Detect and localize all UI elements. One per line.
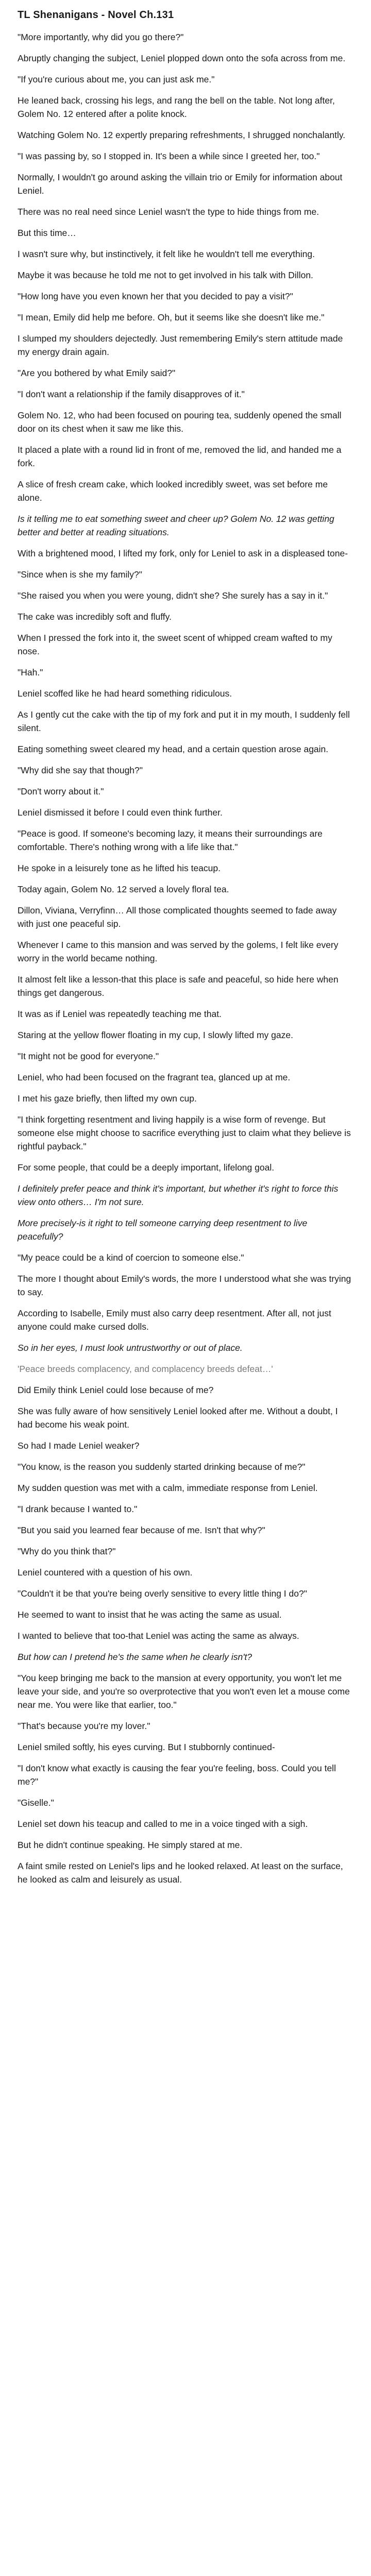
paragraph: "Why do you think that?"	[18, 1546, 116, 1556]
paragraph: "My peace could be a kind of coercion to someone else."	[18, 1252, 244, 1263]
chapter-title: TL Shenanigans - Novel Ch.131	[18, 9, 174, 21]
paragraph: "Peace is good. If someone's becoming lazy, it means their surroundings are comfortable. There's nothing wrong with a life like that."	[18, 828, 325, 852]
paragraph: Abruptly changing the subject, Leniel plopped down onto the sofa across from me.	[18, 53, 346, 63]
paragraph: "Giselle."	[18, 1798, 54, 1808]
paragraph: According to Isabelle, Emily must also carry deep resentment. After all, not just anyone could make cursed dolls.	[18, 1308, 334, 1332]
paragraph: The cake was incredibly soft and fluffy.	[18, 612, 172, 622]
paragraph: Staring at the yellow flower floating in my cup, I slowly lifted my gaze.	[18, 1030, 293, 1040]
paragraph: My sudden question was met with a calm, immediate response from Leniel.	[18, 1483, 318, 1493]
chapter-body	[18, 30, 353, 1886]
paragraph: "If you're curious about me, you can just ask me."	[18, 74, 215, 84]
paragraph: Leniel dismissed it before I could even think further.	[18, 807, 223, 818]
paragraph: He leaned back, crossing his legs, and rang the bell on the table. Not long after, Golem No. 12 entered after a polite knock.	[18, 95, 338, 119]
paragraph: Is it telling me to eat something sweet and cheer up? Golem No. 12 was getting better and better at reading situations.	[18, 514, 337, 537]
paragraph: As I gently cut the cake with the tip of my fork and put it in my mouth, I suddenly fell silent.	[18, 709, 352, 733]
paragraph: 'Peace breeds complacency, and complacency breeds defeat…'	[18, 1364, 273, 1374]
paragraph: She was fully aware of how sensitively Leniel looked after me. Without a doubt, I had become his weak point.	[18, 1406, 341, 1430]
paragraph: It was as if Leniel was repeatedly teaching me that.	[18, 1009, 222, 1019]
paragraph: There was no real need since Leniel wasn't the type to hide things from me.	[18, 207, 319, 217]
paragraph: "You know, is the reason you suddenly started drinking because of me?"	[18, 1462, 306, 1472]
paragraph: Eating something sweet cleared my head, and a certain question arose again.	[18, 744, 329, 754]
paragraph: "But you said you learned fear because of me. Isn't that why?"	[18, 1525, 265, 1535]
paragraph: It placed a plate with a round lid in front of me, removed the lid, and handed me a fork.	[18, 445, 344, 468]
paragraph: More precisely-is it right to tell someone carrying deep resentment to live peacefully?	[18, 1218, 310, 1242]
paragraph: "It might not be good for everyone."	[18, 1051, 159, 1061]
paragraph: "Couldn't it be that you're being overly sensitive to every little thing I do?"	[18, 1588, 307, 1599]
paragraph: Did Emily think Leniel could lose because of me?	[18, 1385, 214, 1395]
paragraph: A faint smile rested on Leniel's lips and he looked relaxed. At least on the surface, he looked as calm and leisurely as usual.	[18, 1861, 346, 1885]
paragraph: But how can I pretend he's the same when he clearly isn't?	[18, 1652, 252, 1662]
paragraph: With a brightened mood, I lifted my fork, only for Leniel to ask in a displeased tone-	[18, 548, 348, 558]
paragraph: I slumped my shoulders dejectedly. Just remembering Emily's stern attitude made my energy drain again.	[18, 333, 346, 357]
paragraph: I wasn't sure why, but instinctively, it felt like he wouldn't tell me everything.	[18, 249, 315, 259]
paragraph: Today again, Golem No. 12 served a lovely floral tea.	[18, 884, 229, 894]
paragraph: When I pressed the fork into it, the sweet scent of whipped cream wafted to my nose.	[18, 633, 335, 656]
paragraph: "More importantly, why did you go there?"	[18, 32, 184, 42]
paragraph: He seemed to want to insist that he was acting the same as usual.	[18, 1609, 282, 1620]
paragraph: "Don't worry about it."	[18, 786, 104, 796]
paragraph: "I think forgetting resentment and living happily is a wise form of revenge. But someone else might choose to sacrifice everything just to claim what they believe is rightful payback."	[18, 1114, 353, 1151]
paragraph: Normally, I wouldn't go around asking the villain trio or Emily for information about Leniel.	[18, 172, 345, 196]
paragraph: Golem No. 12, who had been focused on pouring tea, suddenly opened the small door on its chest when it saw me like this.	[18, 410, 344, 434]
paragraph: Leniel scoffed like he had heard something ridiculous.	[18, 688, 232, 699]
paragraph: But he didn't continue speaking. He simply stared at me.	[18, 1840, 243, 1850]
paragraph: "You keep bringing me back to the mansion at every opportunity, you won't let me leave your side, and you're so overprotective that you won't even let a mouse come near me. You were like that earlier, too."	[18, 1673, 352, 1710]
paragraph: "I don't want a relationship if the family disapproves of it."	[18, 389, 245, 399]
paragraph: He spoke in a leisurely tone as he lifted his teacup.	[18, 863, 221, 873]
paragraph: The more I thought about Emily's words, the more I understood what she was trying to say.	[18, 1274, 354, 1297]
paragraph: Leniel smiled softly, his eyes curving. But I stubbornly continued-	[18, 1742, 275, 1752]
paragraph: Leniel, who had been focused on the fragrant tea, glanced up at me.	[18, 1072, 291, 1082]
paragraph: "That's because you're my lover."	[18, 1721, 150, 1731]
paragraph: Dillon, Viviana, Verryfinn… All those complicated thoughts seemed to fade away with just one peaceful sip.	[18, 905, 340, 929]
paragraph: "Since when is she my family?"	[18, 569, 142, 580]
paragraph: So had I made Leniel weaker?	[18, 1440, 140, 1451]
paragraph: Watching Golem No. 12 expertly preparing refreshments, I shrugged nonchalantly.	[18, 130, 346, 140]
paragraph: "How long have you even known her that you decided to pay a visit?"	[18, 291, 293, 301]
paragraph: "I mean, Emily did help me before. Oh, but it seems like she doesn't like me."	[18, 312, 325, 323]
paragraph: "Hah."	[18, 667, 43, 677]
paragraph: So in her eyes, I must look untrustworthy or out of place.	[18, 1343, 243, 1353]
paragraph: I definitely prefer peace and think it's important, but whether it's right to force this view onto others… I'm not sure.	[18, 1183, 341, 1207]
paragraph: I wanted to believe that too-that Leniel was acting the same as always.	[18, 1631, 299, 1641]
paragraph: "Are you bothered by what Emily said?"	[18, 368, 176, 378]
paragraph: But this time…	[18, 228, 76, 238]
paragraph: For some people, that could be a deeply important, lifelong goal.	[18, 1162, 275, 1173]
paragraph: Leniel set down his teacup and called to me in a voice tinged with a sigh.	[18, 1819, 308, 1829]
paragraph: Maybe it was because he told me not to get involved in his talk with Dillon.	[18, 270, 313, 280]
paragraph: "I don't know what exactly is causing the fear you're feeling, boss. Could you tell me?"	[18, 1763, 339, 1787]
paragraph: It almost felt like a lesson-that this place is safe and peaceful, so hide here when things get dangerous.	[18, 974, 341, 998]
paragraph: "Why did she say that though?"	[18, 765, 143, 775]
paragraph: Whenever I came to this mansion and was served by the golems, I felt like every worry in the world became nothing.	[18, 940, 341, 963]
paragraph: I met his gaze briefly, then lifted my own cup.	[18, 1093, 197, 1104]
paragraph: A slice of fresh cream cake, which looked incredibly sweet, was set before me alone.	[18, 479, 330, 503]
paragraph: "She raised you when you were young, didn't she? She surely has a say in it."	[18, 590, 328, 601]
paragraph: Leniel countered with a question of his own.	[18, 1567, 193, 1578]
paragraph: "I drank because I wanted to."	[18, 1504, 138, 1514]
paragraph: "I was passing by, so I stopped in. It's been a while since I greeted her, too."	[18, 151, 320, 161]
